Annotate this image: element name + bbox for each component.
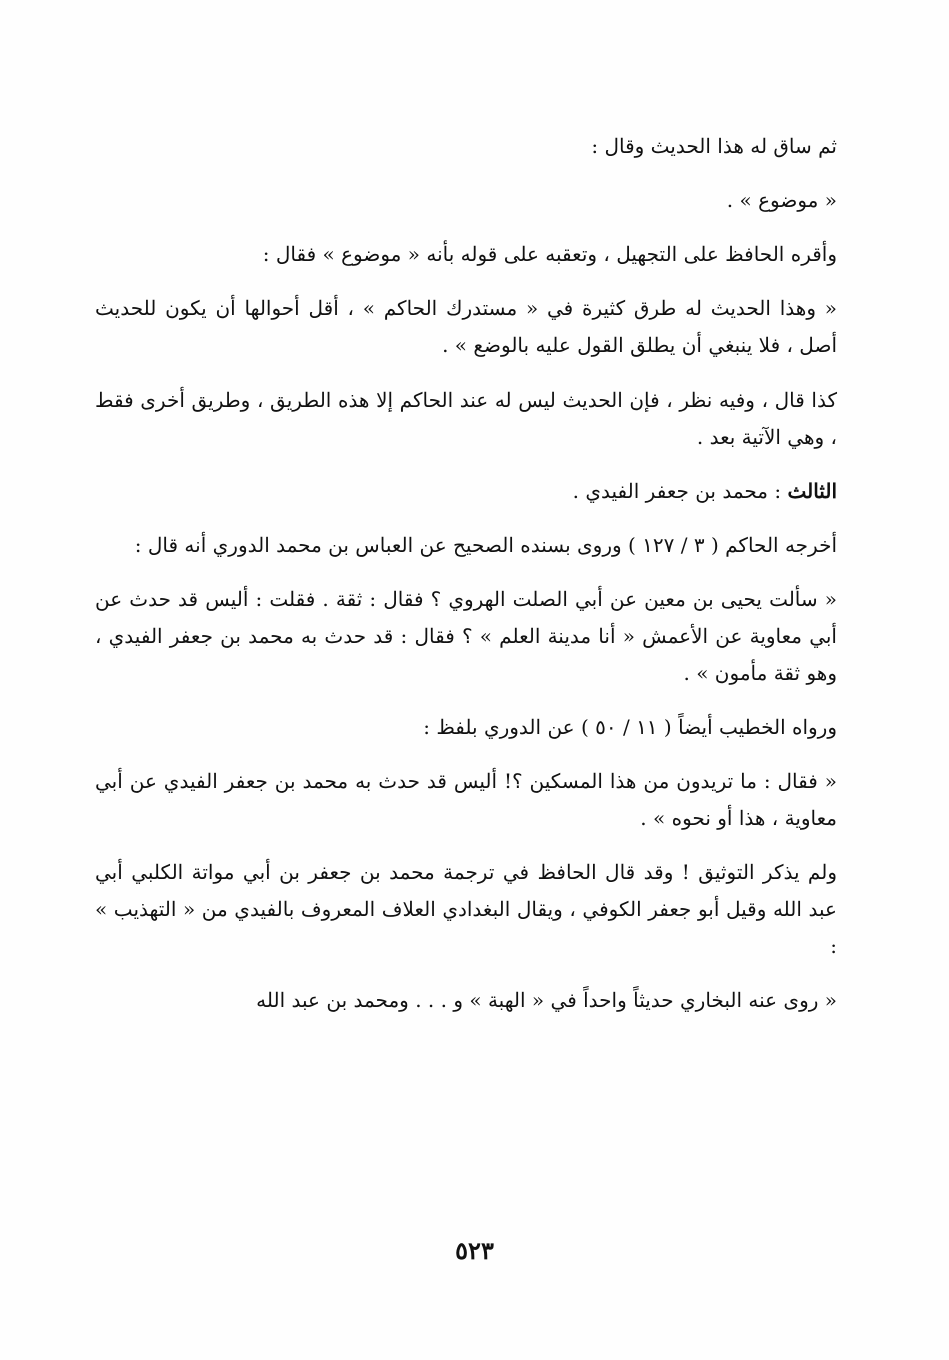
paragraph-7: أخرجه الحاكم ( ٣ / ١٢٧ ) وروى بسنده الصحيح عن العباس بن محمد الدوري أنه قال : [134, 533, 837, 557]
paragraph-3: وأقره الحافظ على التجهيل ، وتعقبه على قوله بأنه « موضوع » فقال : [262, 242, 837, 266]
paragraph-2: « موضوع » . [726, 188, 837, 212]
section-subject: : محمد بن جعفر الفيدي . [572, 479, 788, 503]
section-label-third: الثالث [787, 479, 837, 503]
paragraph-4-quote: « وهذا الحديث له طرق كثيرة في « مستدرك الحاكم » ، أقل أحوالها أن يكون للحديث أصل ، فلا ينبغي أن يطلق القول عليه بالوضع » . [95, 296, 837, 357]
page-number: ٥٢٣ [455, 1236, 494, 1265]
page-body-text [95, 128, 837, 1019]
paragraph-10-quote: « فقال : ما تريدون من هذا المسكين ؟! أليس قد حدث به محمد بن جعفر الفيدي عن أبي معاوية ، هذا أو نحوه » . [95, 769, 837, 830]
paragraph-9: ورواه الخطيب أيضاً ( ١١ / ٥٠ ) عن الدوري بلفظ : [423, 715, 837, 739]
paragraph-6-heading [95, 473, 837, 510]
paragraph-1: ثم ساق له هذا الحديث وقال : [591, 134, 837, 158]
paragraph-8-quote: « سألت يحيى بن معين عن أبي الصلت الهروي ؟ فقال : ثقة . فقلت : أليس قد حدث عن أبي معاوية عن الأعمش « أنا مدينة العلم » ؟ فقال : قد حدث به محمد بن جعفر الفيدي ، وهو ثقة مأمون » . [95, 587, 837, 685]
paragraph-5: كذا قال ، وفيه نظر ، فإن الحديث ليس له عند الحاكم إلا هذه الطريق ، وطريق أخرى فقط ، وهي الآتية بعد . [95, 388, 837, 449]
paragraph-11: ولم يذكر التوثيق ! وقد قال الحافظ في ترجمة محمد بن جعفر بن أبي مواتة الكلبي أبي عبد الله وقيل أبو جعفر الكوفي ، ويقال البغدادي العلاف المعروف بالفيدي من « التهذيب » : [95, 860, 837, 958]
paragraph-12-quote: « روى عنه البخاري حديثاً واحداً في « الهبة » و . . . ومحمد بن عبد الله [256, 988, 837, 1012]
